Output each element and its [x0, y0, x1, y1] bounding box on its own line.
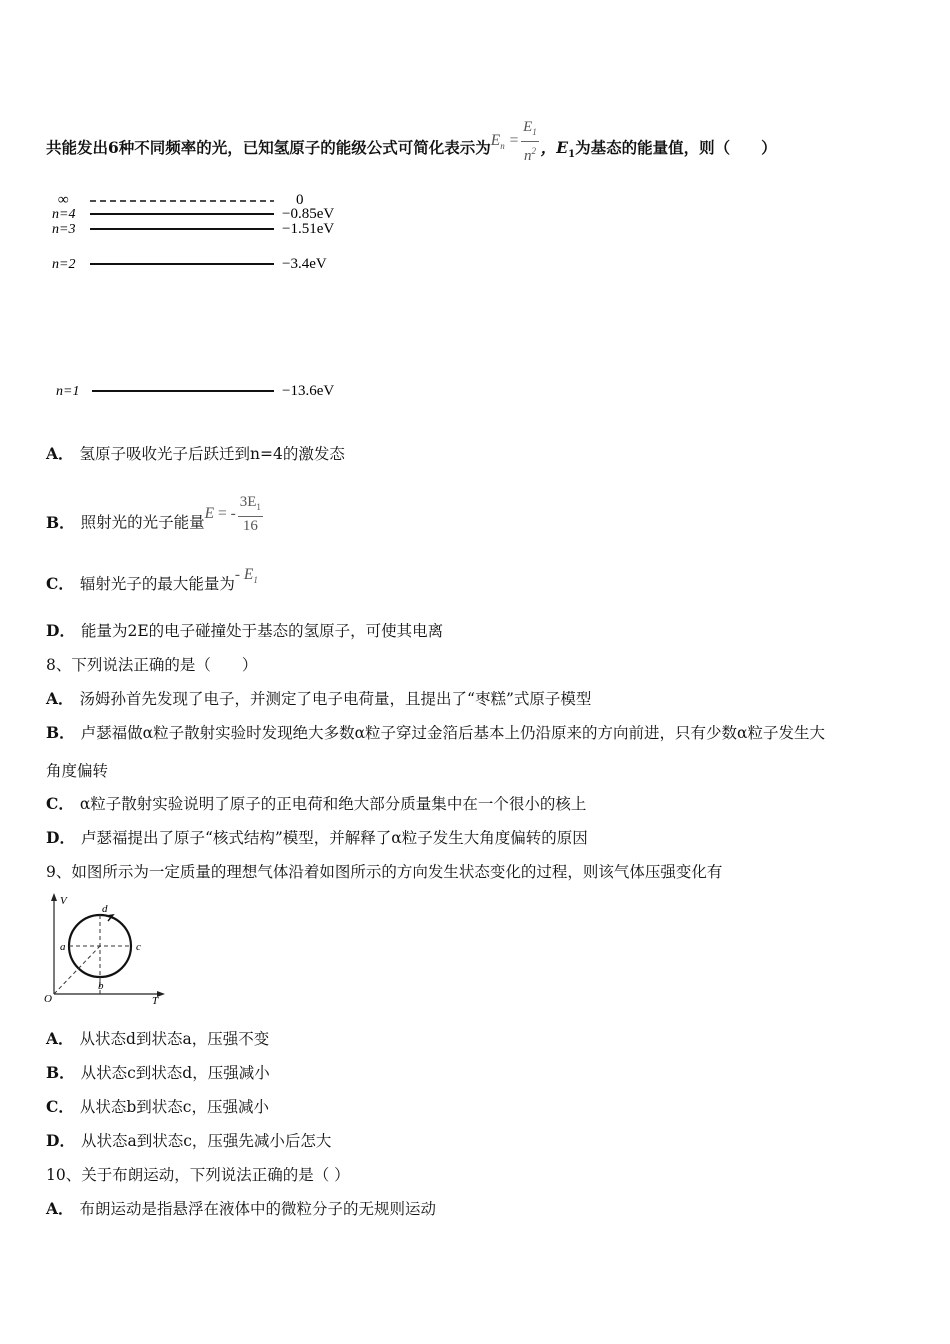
q9-option-c: C． 从状态b到状态c，压强减小	[46, 1097, 269, 1116]
level-3	[52, 221, 334, 237]
q9-option-b: B． 从状态c到状态d，压强减小	[46, 1063, 270, 1082]
photon-energy-formula: E = - $\frac{3E_1}{16}$	[204, 494, 261, 534]
vt-diagram	[40, 890, 170, 1006]
state-b-label: b	[98, 980, 104, 992]
q8-option-a: A． 汤姆孙首先发现了电子，并测定了电子电荷量，且提出了“枣糕”式原子模型	[46, 689, 592, 708]
q8-stem: 8、下列说法正确的是（ ）	[46, 656, 258, 674]
origin-label: O	[44, 993, 52, 1005]
q7-option-d: D． 能量为2E的电子碰撞处于基态的氢原子，可使其电离	[46, 621, 444, 640]
svg-text:−13.6eV: −13.6eV	[282, 383, 335, 399]
level-1	[56, 383, 334, 399]
svg-text:n=4: n=4	[52, 207, 76, 222]
state-d-label: d	[102, 903, 108, 915]
level-2	[52, 256, 327, 272]
state-c-label: c	[136, 941, 141, 953]
q10-option-a: A． 布朗运动是指悬浮在液体中的微粒分子的无规则运动	[46, 1199, 437, 1218]
q8-option-b: B． 卢瑟福做α粒子散射实验时发现绝大多数α粒子穿过金箔后基本上仍沿原来的方向前进，只有少数α粒子发生大	[46, 723, 826, 742]
intro-text: 共能发出6种不同频率的光，已知氢原子的能级公式可简化表示为	[46, 138, 491, 158]
state-a-label: a	[60, 941, 66, 953]
q8-option-c: C． α粒子散射实验说明了原子的正电荷和绝大部分质量集中在一个很小的核上	[46, 794, 587, 813]
svg-text:−3.4eV: −3.4eV	[282, 256, 327, 272]
svg-text:n=3: n=3	[52, 222, 76, 237]
max-energy-formula: - $E_1$	[234, 566, 258, 586]
q9-option-a: A． 从状态d到状态a，压强不变	[46, 1029, 270, 1048]
q7-option-b: B． 照射光的光子能量E = - $\frac{3E_1}{16}$	[46, 503, 265, 545]
q8-option-b-cont: 角度偏转	[46, 762, 109, 780]
energy-formula: $E_n$ = $\frac{E_1}{n^2}$	[490, 119, 537, 164]
t-axis-label: T	[152, 995, 159, 1006]
level-inf	[58, 192, 304, 208]
svg-text:−0.85eV: −0.85eV	[282, 206, 335, 222]
svg-text:0: 0	[296, 192, 304, 208]
q7-option-a: A． 氢原子吸收光子后跃迁到n=4的激发态	[46, 444, 345, 463]
svg-text:n=1: n=1	[56, 384, 80, 399]
svg-text:−1.51eV: −1.51eV	[282, 221, 335, 237]
q8-option-d: D． 卢瑟福提出了原子“核式结构”模型，并解释了α粒子发生大角度偏转的原因	[46, 828, 588, 847]
svg-text:n=2: n=2	[52, 257, 76, 272]
q9-option-d: D． 从状态a到状态c，压强先减小后怎大	[46, 1131, 332, 1150]
svg-text:∞: ∞	[58, 192, 69, 208]
q7-option-c: C． 辐射光子的最大能量为- $E_1$	[46, 566, 258, 593]
v-axis-label: V	[60, 895, 67, 907]
level-4	[52, 206, 334, 222]
energy-level-diagram	[46, 186, 356, 408]
q10-stem: 10、关于布朗运动，下列说法正确的是（ ）	[46, 1166, 350, 1184]
q9-stem: 9、如图所示为一定质量的理想气体沿着如图所示的方向发生状态变化的过程，则该气体压强变化有	[46, 863, 723, 881]
intro-line: 共能发出6种不同频率的光，已知氢原子的能级公式可简化表示为$E_n$ = $\frac{E_1}{n^2}$ ，$E_1$为基态的能量值，则（ ）	[46, 119, 777, 164]
